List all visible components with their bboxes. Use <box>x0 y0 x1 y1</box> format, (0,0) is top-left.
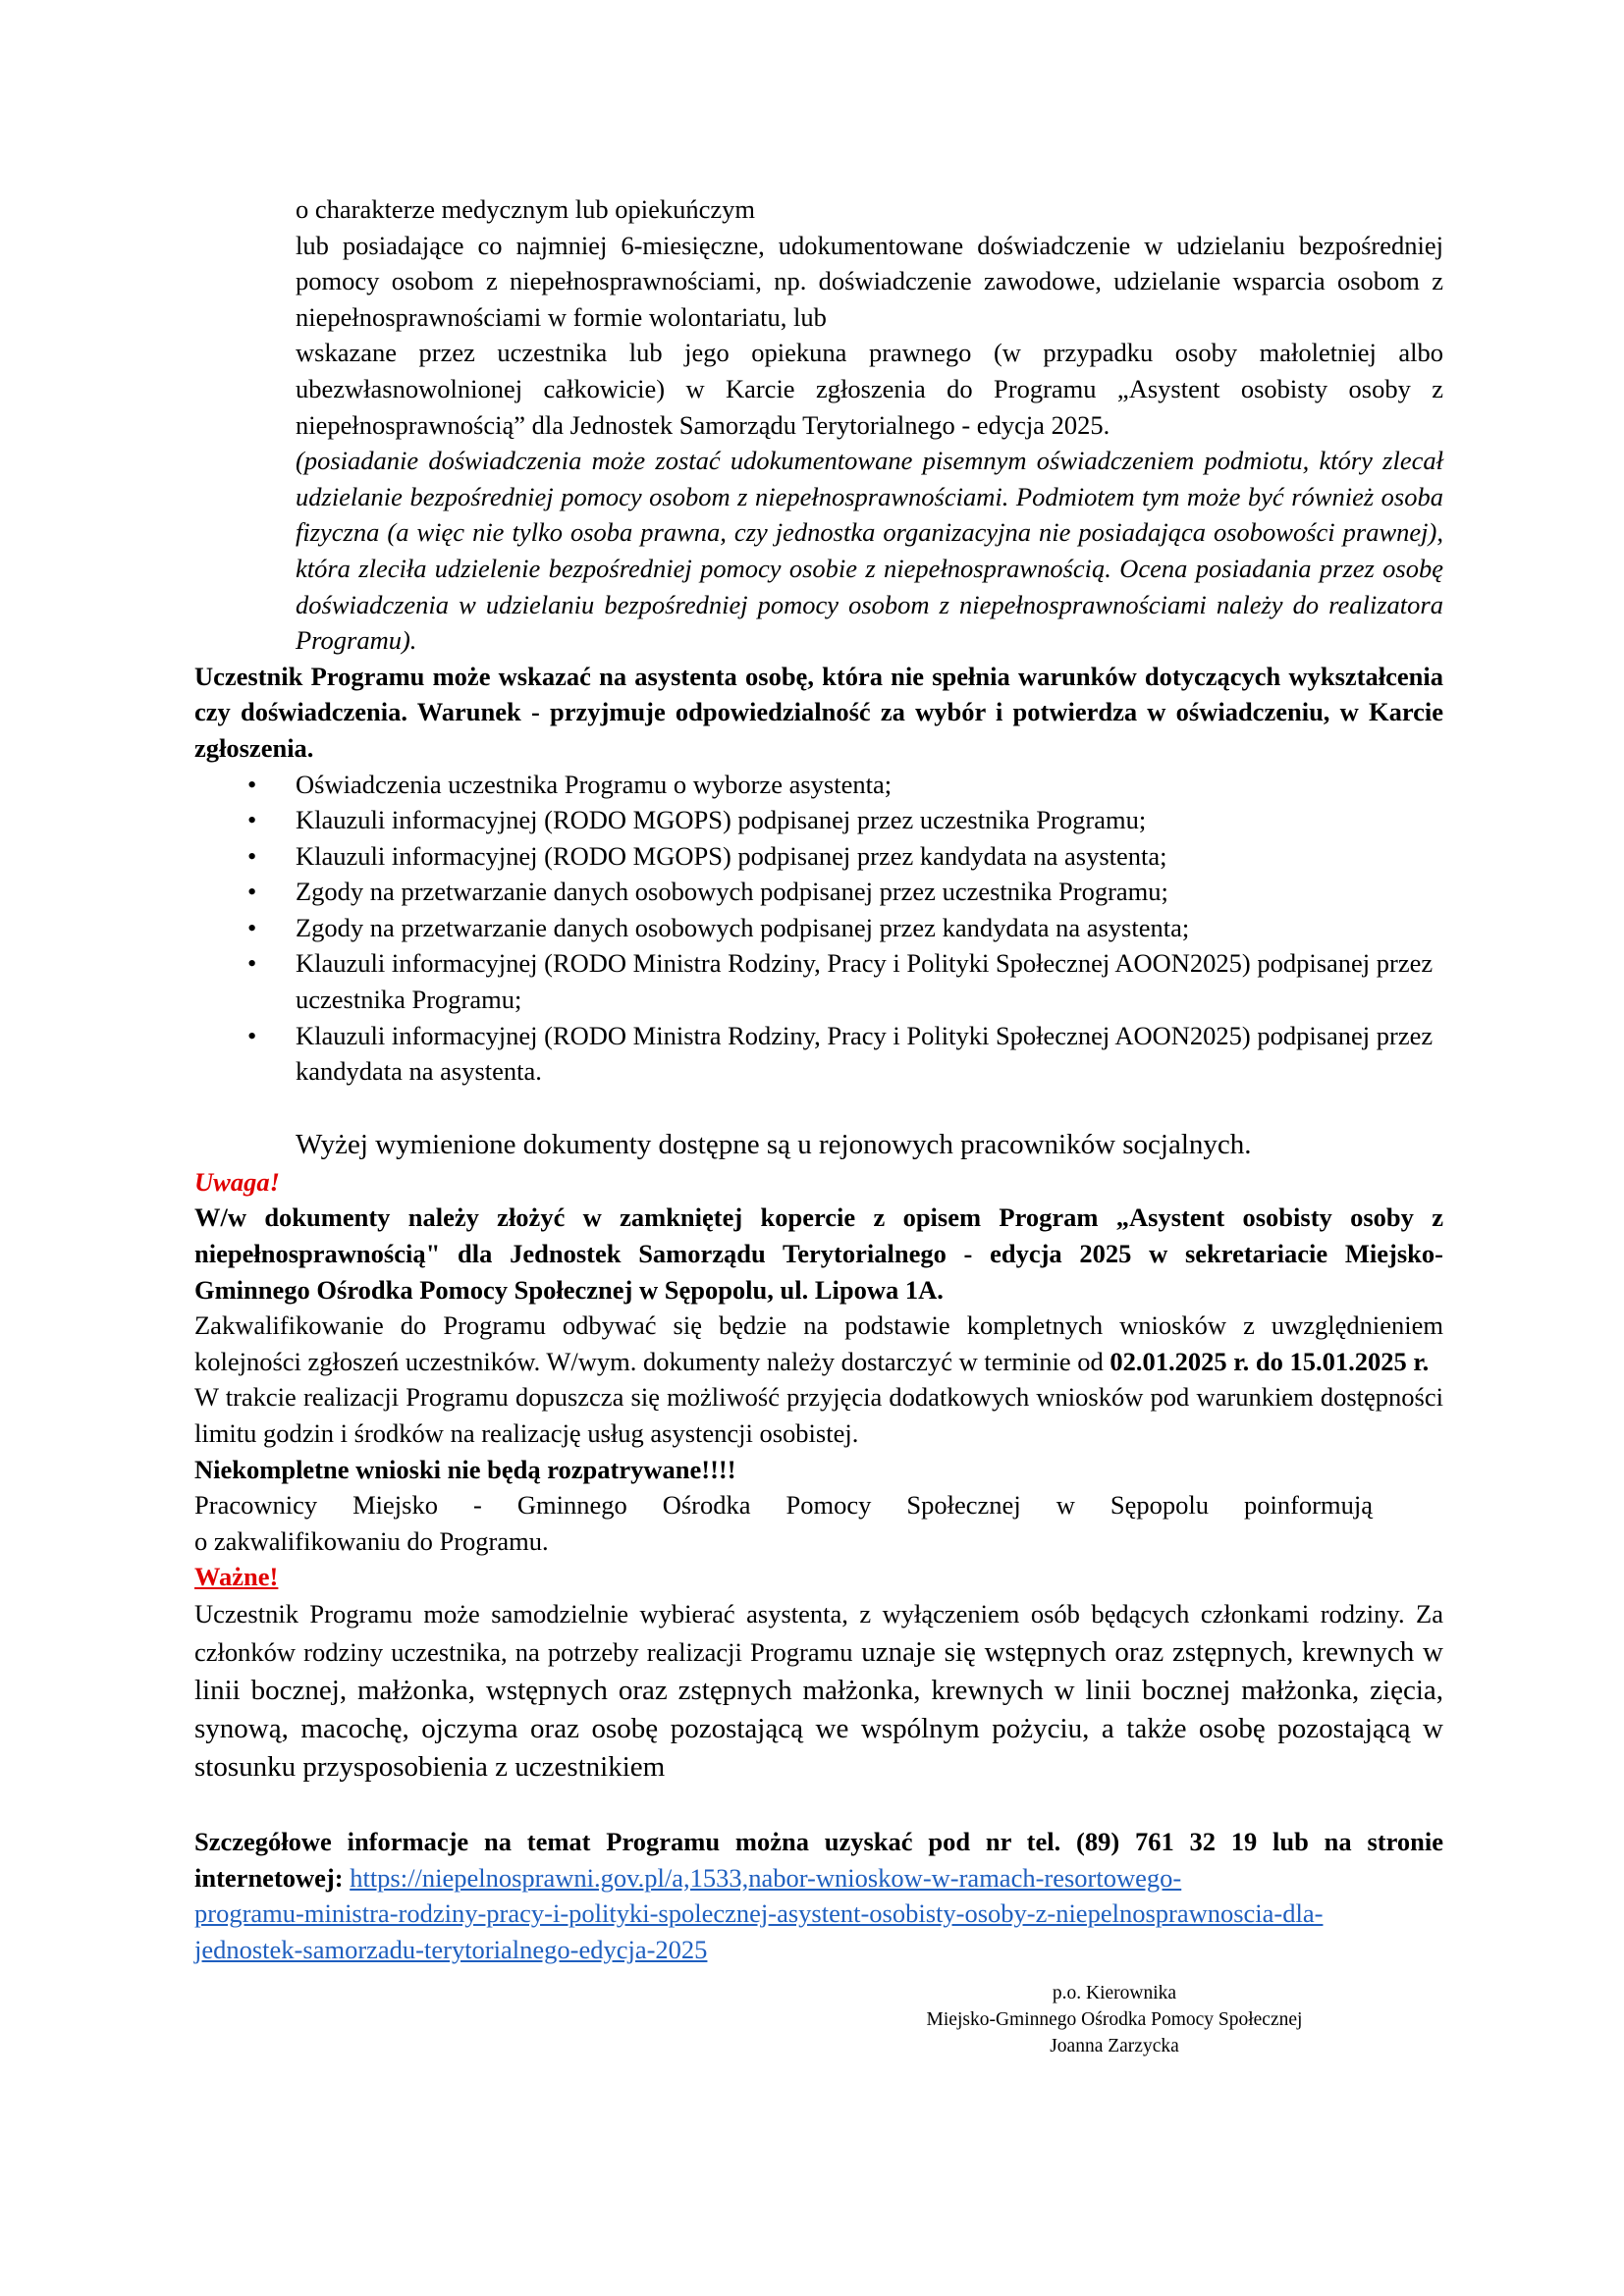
text-medical-line: o charakterze medycznym lub opiekuńczym <box>296 194 755 224</box>
list-item <box>194 802 1443 838</box>
bullet-icon: • <box>247 877 257 907</box>
link-line-3: jednostek-samorzadu-terytorialnego-edycja-2025 <box>194 1934 708 1964</box>
text-experience-paragraph: lub posiadające co najmniej 6-miesięczne, udokumentowane doświadczenie w udzielaniu bezpośredniej pomocy osobom z niepełnosprawnościami, np. doświadczenie zawodowe, udzielanie wsparcia osobom z niepełnosprawnościami w formie wolontariatu, lub <box>296 230 1443 332</box>
bold-participant-paragraph: Uczestnik Programu może wskazać na asystenta osobę, która nie spełnia warunków dotyczących wykształcenia czy doświadczenia. Warunek - przyjmuje odpowiedzialność za wybór i potwierdza w oświadczeniu, w Karcie zgłoszenia. <box>194 661 1443 763</box>
uwaga-label: Uwaga! <box>194 1166 280 1197</box>
list-item <box>194 838 1443 875</box>
bullet-icon: • <box>247 912 257 942</box>
text-indicated-paragraph: wskazane przez uczestnika lub jego opiekuna prawnego (w przypadku osoby małoletniej albo ubezwłasnowolnionej całkowicie) w Karcie zgłoszenia do Programu „Asystent osobisty osoby z niepełnosprawnością” dla Jednostek Samorządu Terytorialnego - edycja 2025. <box>296 338 1443 440</box>
document-page <box>194 191 1443 1967</box>
staff-info-line: Pracownicy Miejsko - Gminnego Ośrodka Pomocy Społecznej w Sępopolu poinformują <box>194 1490 1373 1521</box>
signature-block <box>820 1980 1409 2059</box>
bullet-icon: • <box>247 840 257 871</box>
list-item-text: Klauzuli informacyjnej (RODO MGOPS) podpisanej przez kandydata na asystenta; <box>296 840 1167 871</box>
bullet-icon: • <box>247 769 257 799</box>
list-item-text: Zgody na przetwarzanie danych osobowych podpisanej przez uczestnika Programu; <box>296 877 1168 907</box>
list-item-text: Klauzuli informacyjnej (RODO Ministra Rodziny, Pracy i Polityki Społecznej AOON2025) podpisanej przez uczestnika Programu; <box>296 948 1434 1015</box>
list-item <box>194 767 1443 803</box>
qualification-paragraph <box>194 1308 1443 1379</box>
documents-available-text: Wyżej wymienione dokumenty dostępne są u rejonowych pracowników socjalnych. <box>296 1128 1252 1160</box>
list-item <box>194 945 1443 1017</box>
additional-applications-text: W trakcie realizacji Programu dopuszcza się możliwość przyjęcia dodatkowych wniosków pod warunkiem dostępności limitu godzin i środków na realizację usług asystencji osobistej. <box>194 1382 1443 1448</box>
list-item <box>194 874 1443 910</box>
program-website-link[interactable] <box>194 1863 1323 1964</box>
italic-experience-note: (posiadanie doświadczenia może zostać udokumentowane pisemnym oświadczeniem podmiotu, który zlecał udzielanie bezpośredniej pomocy osobom z niepełnosprawnościami. Podmiotem tym może być również osoba fizyczna (a więc nie tylko osoba prawna, czy jednostka organizacyjna nie posiadająca osobowości prawnej), która zleciła udzielenie bezpośredniej pomocy osobie z niepełnosprawnością. Ocena posiadania przez osobę doświadczenia w udzielaniu bezpośredniej pomocy osobom z niepełnosprawnościami należy do realizatora Programu). <box>296 446 1443 656</box>
bullet-icon: • <box>247 805 257 835</box>
list-item <box>194 910 1443 946</box>
signature-title: p.o. Kierownika <box>1052 1983 1177 2003</box>
list-item <box>194 1018 1443 1090</box>
signature-institution: Miejsko-Gminnego Ośrodka Pomocy Społecznej <box>926 2009 1303 2030</box>
submission-instructions: W/w dokumenty należy złożyć w zamkniętej kopercie z opisem Program „Asystent osobisty osoby z niepełnosprawnością" dla Jednostek Samorządu Terytorialnego - edycja 2025 w sekretariacie Miejsko-Gminnego Ośrodka Pomocy Społecznej w Sępopolu, ul. Lipowa 1A. <box>194 1202 1443 1305</box>
staff-info-line-2: o zakwalifikowaniu do Programu. <box>194 1525 549 1556</box>
link-line-1: https://niepelnosprawni.gov.pl/a,1533,nabor-wnioskow-w-ramach-resortowego- <box>350 1862 1182 1893</box>
list-item-text: Zgody na przetwarzanie danych osobowych podpisanej przez kandydata na asystenta; <box>296 912 1190 942</box>
qualification-text: Zakwalifikowanie do Programu odbywać się będzie na podstawie kompletnych wniosków z uwzględnieniem kolejności zgłoszeń uczestników. W/wym. dokumenty należy dostarczyć w terminie od <box>194 1310 1443 1376</box>
incomplete-warning: Niekompletne wnioski nie będą rozpatrywane!!!! <box>194 1454 736 1484</box>
signature-name: Joanna Zarzycka <box>1050 2036 1179 2056</box>
family-text-rest: uznaje się wstępnych oraz zstępnych, krewnych w linii bocznej, małżonka, wstępnych oraz zstępnych małżonka, krewnych w linii bocznej małżonka, zięcia, synową, macochę, ojczyma oraz osobę pozostającą we wspólnym pożyciu, a także osobę pozostającą w stosunku przysposobienia z uczestnikiem <box>194 1635 1443 1783</box>
list-item-text: Oświadczenia uczestnika Programu o wyborze asystenta; <box>296 769 893 799</box>
bullet-icon: • <box>247 948 257 979</box>
submission-dates: 02.01.2025 r. do 15.01.2025 r. <box>1110 1346 1430 1376</box>
family-members-paragraph <box>194 1595 1443 1787</box>
list-item-text: Klauzuli informacyjnej (RODO MGOPS) podpisanej przez uczestnika Programu; <box>296 805 1147 835</box>
documents-bullet-list <box>194 767 1443 1090</box>
family-text-start: Uczestnik Programu może samodzielnie wybierać asystenta, z wyłączeniem osób będących członkami rodziny. Za członków rodziny uczestnika, na potrzeby realizacji Programu <box>194 1598 1443 1667</box>
link-line-2: programu-ministra-rodziny-pracy-i-polityki-spolecznej-asystent-osobisty-osoby-z-niepelnosprawnoscia-dla- <box>194 1898 1324 1929</box>
list-item-text: Klauzuli informacyjnej (RODO Ministra Rodziny, Pracy i Polityki Społecznej AOON2025) podpisanej przez kandydata na asystenta. <box>296 1020 1434 1087</box>
details-contact-paragraph <box>194 1824 1443 1967</box>
bullet-icon: • <box>247 1020 257 1050</box>
wazne-label: Ważne! <box>194 1562 279 1592</box>
details-text: Szczegółowe informacje na temat Programu można uzyskać pod nr tel. (89) 761 32 19 lub na stronie internetowej: <box>194 1826 1443 1893</box>
